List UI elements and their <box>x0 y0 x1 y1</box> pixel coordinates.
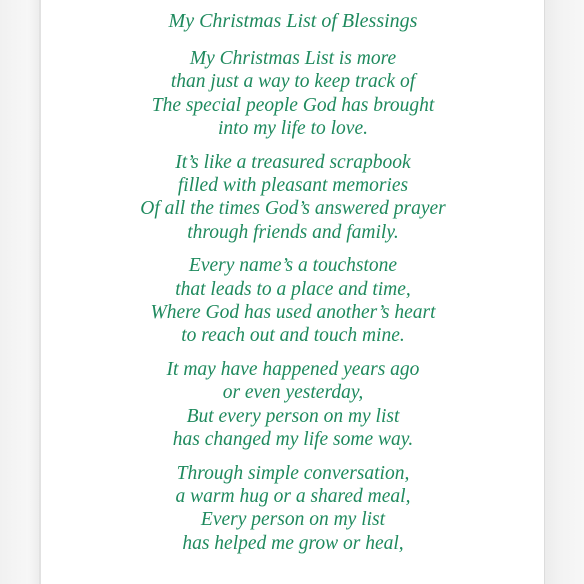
stanza-1 <box>0 47 584 141</box>
poem-line: through friends and family. <box>187 221 399 243</box>
poem-line: to reach out and touch mine. <box>181 325 405 347</box>
poem <box>0 8 584 565</box>
poem-line: My Christmas List is more <box>189 48 397 69</box>
poem-card <box>41 0 544 584</box>
poem-line: filled with pleasant memories <box>177 175 409 197</box>
stanza-3 <box>0 254 584 348</box>
poem-line: Where God has used another’s heart <box>150 302 436 324</box>
stanza-4 <box>0 358 584 452</box>
poem-line: into my life to love. <box>217 118 368 140</box>
stanza-5 <box>0 462 584 556</box>
poem-line: The special people God has brought <box>151 94 435 116</box>
poem-line: that leads to a place and time, <box>175 278 411 300</box>
poem-line: It’s like a treasured scrapbook <box>175 151 411 173</box>
poem-line: Through simple conversation, <box>176 462 410 484</box>
poem-title: My Christmas List of Blessings <box>168 10 418 32</box>
poem-line: than just a way to keep track of <box>170 71 416 93</box>
poem-line: Every name’s a touchstone <box>188 255 398 277</box>
right-page-shadow <box>545 0 584 584</box>
poem-line: It may have happened years ago <box>166 358 420 380</box>
poem-line: a warm hug or a shared meal, <box>175 485 411 507</box>
poem-line: Every person on my list <box>200 509 386 531</box>
poem-line: But every person on my list <box>186 405 400 427</box>
poem-line: has helped me grow or heal, <box>182 532 404 554</box>
poem-line: has changed my life some way. <box>172 429 414 451</box>
poem-line: or even yesterday, <box>222 382 364 404</box>
stanza-2 <box>0 151 584 245</box>
poem-line: Of all the times God’s answered prayer <box>140 198 446 220</box>
